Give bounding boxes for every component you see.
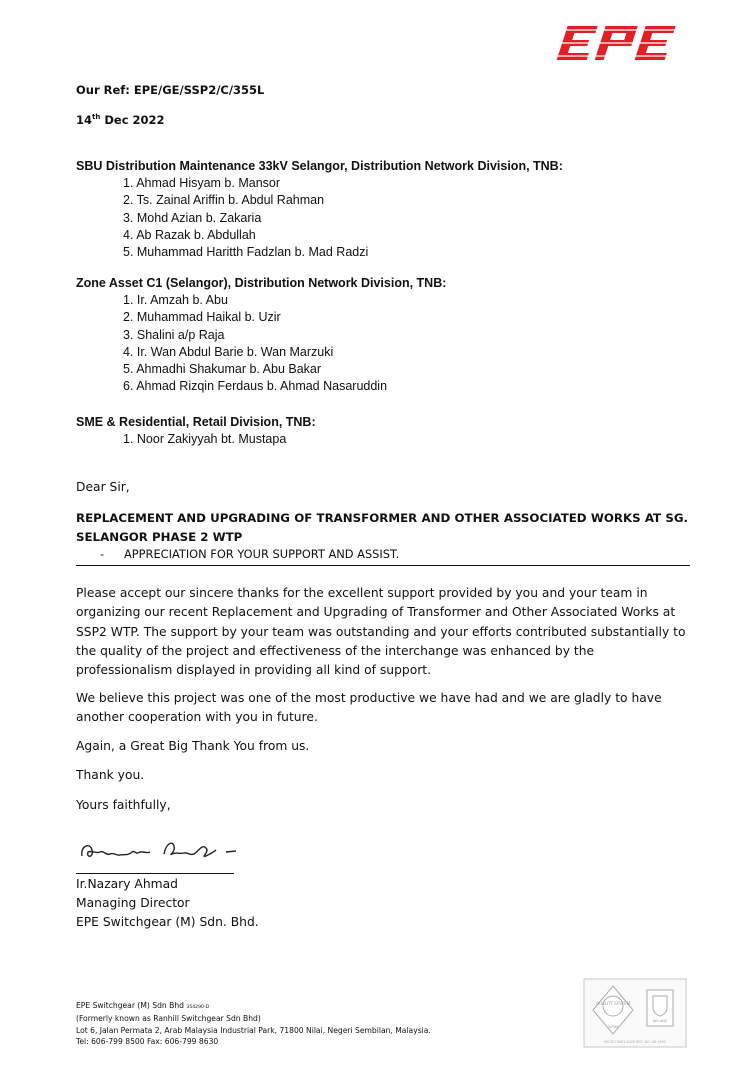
recipient-name: 1. Noor Zakiyyah bt. Mustapa — [123, 432, 287, 446]
svg-text:JAS-ANZ: JAS-ANZ — [652, 1019, 668, 1023]
certification-marks — [583, 978, 687, 1048]
footer-contact: Tel: 606-799 8500 Fax: 606-799 8630 — [76, 1036, 219, 1046]
recipient-name: 2. Ts. Zainal Ariffin b. Abdul Rahman — [123, 193, 325, 208]
recipient-name: 3. Shalini a/p Raja — [123, 327, 225, 342]
recipient-name: 5. Muhammad Haritth Fadzlan b. Mad Radzi — [123, 245, 369, 260]
signatory-company: EPE Switchgear (M) Sdn. Bhd. — [76, 915, 259, 929]
jas-anz-icon — [647, 990, 673, 1026]
signature-line — [76, 873, 234, 874]
footer — [76, 1000, 431, 1047]
svg-text:QUALITY SYSTEM: QUALITY SYSTEM — [595, 1001, 631, 1006]
subject-title: REPLACEMENT AND UPGRADING OF TRANSFORMER AND OTHER ASSOCIATED WORKS AT SG. SELANGOR PHASE 2 WTP — [76, 511, 688, 544]
signatory-title: Managing Director — [76, 896, 190, 910]
svg-text:MS ISO 9001:2008 REG. NO. AR: MS ISO 9001:2008 REG. NO. AR 1993 — [604, 1040, 666, 1044]
subject-subtitle-line — [76, 545, 690, 566]
handwritten-signature — [76, 828, 246, 868]
subject-dash: - — [100, 547, 105, 561]
salutation: Dear Sir, — [76, 480, 130, 494]
recipient-group-heading: SBU Distribution Maintenance 33kV Selangor, Distribution Network Division, TNB: — [76, 159, 563, 173]
signatory-block — [76, 875, 259, 932]
recipient-group-heading: Zone Asset C1 (Selangor), Distribution Network Division, TNB: — [76, 276, 447, 290]
recipient-name: 1. Ir. Amzah b. Abu — [123, 293, 228, 307]
recipient-group — [76, 275, 446, 396]
epe-logo — [555, 22, 685, 64]
letter-date: 14th Dec 2022 — [76, 113, 165, 127]
body-paragraph: Again, a Great Big Thank You from us. — [76, 739, 310, 753]
footer-formerly: (Formerly known as Ranhill Switchgear Sdn Bhd) — [76, 1014, 261, 1024]
recipient-name: 4. Ir. Wan Abdul Barie b. Wan Marzuki — [123, 344, 334, 359]
recipient-group — [76, 414, 316, 448]
closing: Yours faithfully, — [76, 798, 171, 812]
recipient-group-heading: SME & Residential, Retail Division, TNB: — [76, 415, 316, 429]
footer-address: Lot 6, Jalan Permata 2, Arab Malaysia Industrial Park, 71800 Nilai, Negeri Sembilan, Malaysia. — [76, 1025, 431, 1035]
footer-company: EPE Switchgear (M) Sdn Bhd 354290-D — [76, 1001, 210, 1010]
signatory-name: Ir.Nazary Ahmad — [76, 877, 178, 891]
recipient-name: 3. Mohd Azian b. Zakaria — [123, 210, 262, 225]
recipient-name: 5. Ahmadhi Shakumar b. Abu Bakar — [123, 362, 322, 377]
svg-text:SIRIM: SIRIM — [608, 1025, 618, 1029]
body-paragraph: Thank you. — [76, 768, 145, 782]
body-paragraph: We believe this project was one of the most productive we have had and we are gladly to have another cooperation with you in future. — [76, 691, 662, 725]
recipient-name: 2. Muhammad Haikal b. Uzir — [123, 310, 281, 325]
body-paragraph: Please accept our sincere thanks for the excellent support provided by you and your team in organizing our recent Replacement and Upgrading of Transformer and Other Associated Works at SSP2 WTP. The support by your team was outstanding and your efforts contributed substantially to the quality of the project and effectiveness of the interchange was enhanced by the professionalism displayed in providing all kind of support. — [76, 586, 686, 678]
recipient-group — [76, 158, 563, 261]
our-ref: Our Ref: EPE/GE/SSP2/C/355L — [76, 83, 265, 97]
subject-subtitle: APPRECIATION FOR YOUR SUPPORT AND ASSIST. — [124, 547, 400, 561]
recipient-name: 4. Ab Razak b. Abdullah — [123, 227, 256, 242]
recipient-name: 6. Ahmad Rizqin Ferdaus b. Ahmad Nasaruddin — [123, 379, 388, 394]
recipient-name: 1. Ahmad Hisyam b. Mansor — [123, 176, 281, 190]
